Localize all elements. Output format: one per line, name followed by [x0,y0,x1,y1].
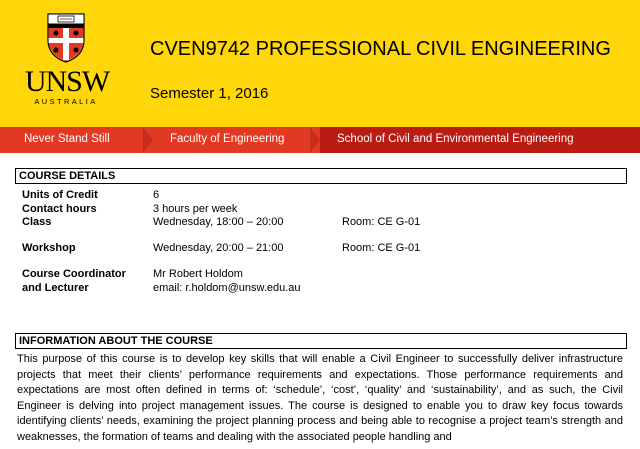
contact-value: 3 hours per week [153,203,238,215]
nav-item-school[interactable]: School of Civil and Environmental Engineering [337,133,574,145]
class-label: Class [22,216,52,228]
workshop-time: Wednesday, 20:00 – 21:00 [153,242,284,254]
chevron-divider-icon [143,127,153,153]
course-info-heading: INFORMATION ABOUT THE COURSE [15,333,627,349]
class-room: Room: CE G-01 [342,216,421,228]
nav-bar [0,127,640,153]
workshop-label: Workshop [22,242,76,254]
course-details-heading: COURSE DETAILS [15,168,627,184]
unsw-crest-icon [46,12,86,64]
semester-label: Semester 1, 2016 [150,85,269,102]
nav-item-faculty[interactable]: Faculty of Engineering [170,133,285,145]
page-header [0,0,640,127]
coordinator-label: Course Coordinator [22,268,126,280]
logo-wordmark: UNSW [24,65,110,98]
units-label: Units of Credit [22,189,98,201]
logo-subtitle: AUSTRALIA [34,97,98,106]
coordinator-name: Mr Robert Holdom [153,268,243,280]
class-time: Wednesday, 18:00 – 20:00 [153,216,284,228]
contact-label: Contact hours [22,203,97,215]
nav-item-never-stand-still[interactable]: Never Stand Still [24,133,110,145]
course-title: CVEN9742 PROFESSIONAL CIVIL ENGINEERING [150,38,611,60]
course-description: This purpose of this course is to develop key skills that will enable a Civil Engineer to successfully deliver infrastructure projects that meet their clients’ performance requirements and expectations. Those performance requirements and expectations are most often defined in terms of: ‘schedule’, ‘cost’, ‘quality’ and ‘sustainability’, and as such, the Civil Engineer is delving into project management issues. The course is designed to enable you to draw key focus towards identifying clients’ needs, examining the project planning process and being able to recognise a project team’s strength and weaknesses, the formation of teams and dealing with the associated people handling and [17,353,623,443]
lecturer-label: and Lecturer [22,282,89,294]
workshop-room: Room: CE G-01 [342,242,421,254]
chevron-divider-icon [310,127,320,153]
units-value: 6 [153,189,160,201]
coordinator-email[interactable]: email: r.holdom@unsw.edu.au [153,282,301,294]
